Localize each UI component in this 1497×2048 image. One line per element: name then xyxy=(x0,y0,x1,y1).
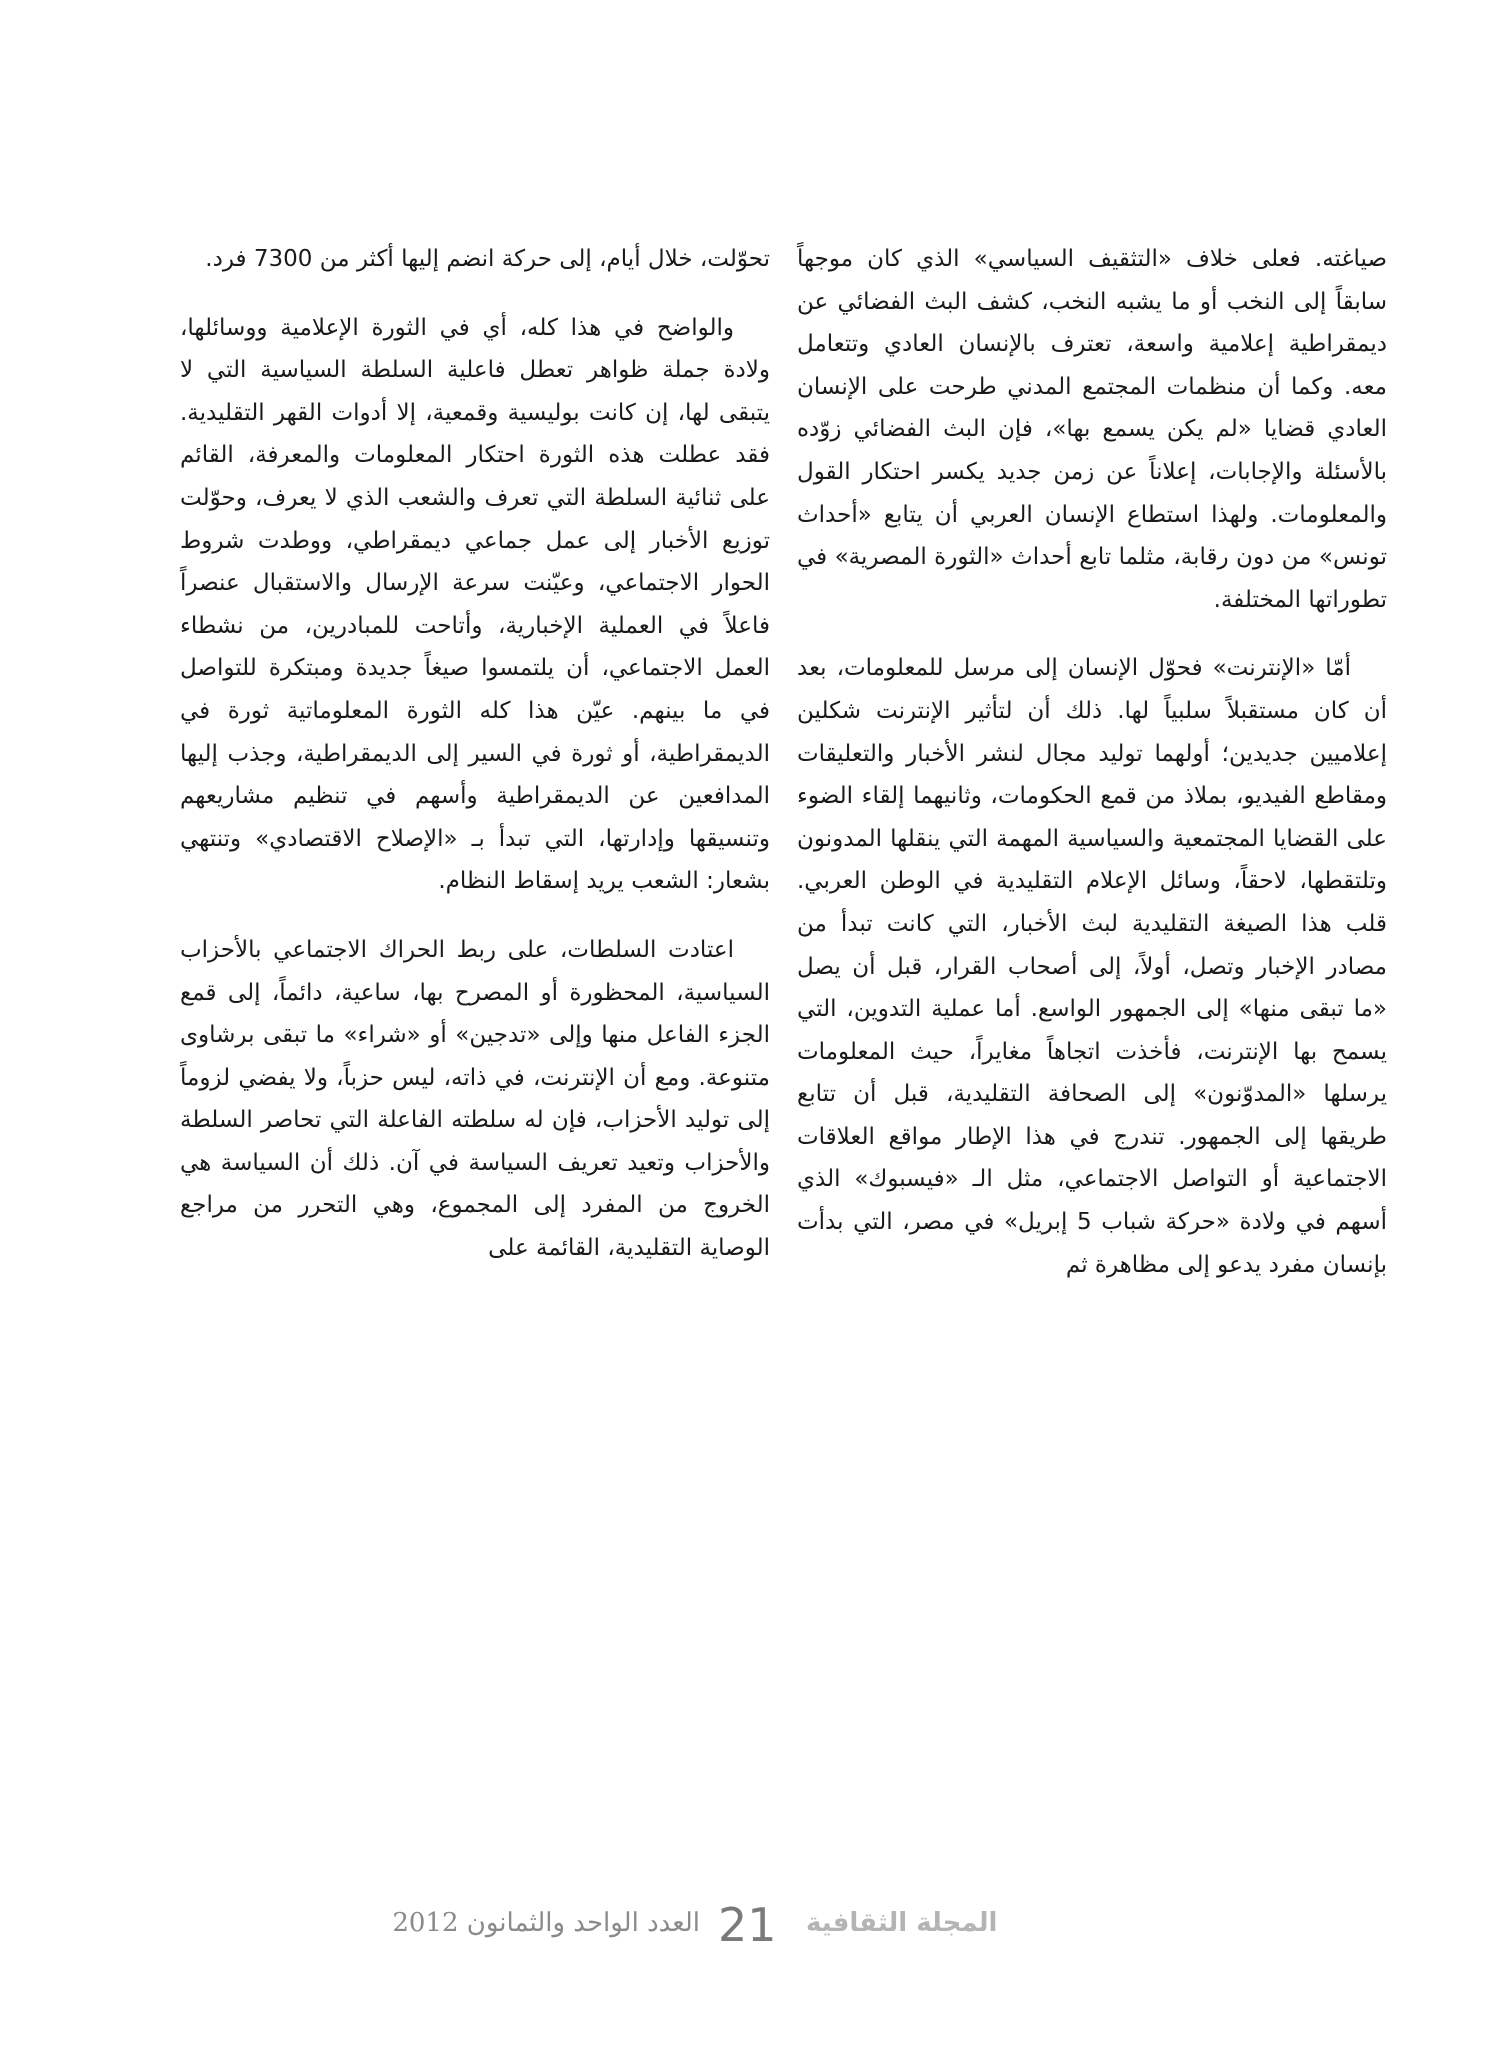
article-paragraph: أمّا «الإنترنت» فحوّل الإنسان إلى مرسل للمعلومات، بعد أن كان مستقبلاً سلبياً لها. ذلك أن لتأثير الإنترنت شكلين إعلاميين جديدين؛ أولهما توليد مجال لنشر الأخبار والتعليقات ومقاطع الفيديو، بملاذ من قمع الحكومات، وثانيهما إلقاء الضوء على القضايا المجتمعية والسياسية المهمة التي ينقلها المدونون وتلتقطها، لاحقاً، وسائل الإعلام التقليدية في الوطن العربي. قلب هذا الصيغة التقليدية لبث الأخبار، التي كانت تبدأ من مصادر الإخبار وتصل، أولاً، إلى أصحاب القرار، قبل أن يصل «ما تبقى منها» إلى الجمهور الواسع. أما عملية التدوين، التي يسمح بها الإنترنت، فأخذت اتجاهاً مغايراً، حيث المعلومات يرسلها «المدوّنون» إلى الصحافة التقليدية، قبل أن تتابع طريقها إلى الجمهور. تندرج في هذا الإطار مواقع العلاقات الاجتماعية أو التواصل الاجتماعي، مثل الـ «فيسبوك» الذي أسهم في ولادة «حركة شباب 5 إبريل» في مصر، التي بدأت بإنسان مفرد يدعو إلى مظاهرة ثم xyxy=(797,655,1387,1278)
article-paragraph: اعتادت السلطات، على ربط الحراك الاجتماعي بالأحزاب السياسية، المحظورة أو المصرح بها، ساعية، دائماً، إلى قمع الجزء الفاعل منها وإلى «تدجين» أو «شراء» ما تبقى برشاوى متنوعة. ومع أن الإنترنت، في ذاته، ليس حزباً، ولا يفضي لزوماً إلى توليد الأحزاب، فإن له سلطته الفاعلة التي تحاصر السلطة والأحزاب وتعيد تعريف السياسة في آن. ذلك أن السياسة هي الخروج من المفرد إلى المجموع، وهي التحرر من مراجع الوصاية التقليدية، القائمة على xyxy=(180,936,770,1262)
article-paragraph: تحوّلت، خلال أيام، إلى حركة انضم إليها أكثر من 7300 فرد. xyxy=(205,246,770,272)
article-column-left xyxy=(180,238,770,1296)
magazine-brand: المجلة الثقافية xyxy=(806,1908,998,1938)
article-paragraph: والواضح في هذا كله، أي في الثورة الإعلامية ووسائلها، ولادة جملة ظواهر تعطل فاعلية السلطة السياسية التي لا يتبقى لها، إن كانت بوليسية وقمعية، إلا أدوات القهر التقليدية. فقد عطلت هذه الثورة احتكار المعلومات والمعرفة، القائم على ثنائية السلطة التي تعرف والشعب الذي لا يعرف، وحوّلت توزيع الأخبار إلى عمل جماعي ديمقراطي، ووطدت شروط الحوار الاجتماعي، وعيّنت سرعة الإرسال والاستقبال عنصراً فاعلاً في العملية الإخبارية، وأتاحت للمبادرين، من نشطاء العمل الاجتماعي، أن يلتمسوا صيغاً جديدة ومبتكرة للتواصل في ما بينهم. عيّن هذا كله الثورة المعلوماتية ثورة في الديمقراطية، أو ثورة في السير إلى الديمقراطية، وجذب إليها المدافعين عن الديمقراطية وأسهم في تنظيم مشاريعهم وتنسيقها وإدارتها، التي تبدأ بـ «الإصلاح الاقتصادي» وتنتهي بشعار: الشعب يريد إسقاط النظام. xyxy=(180,314,770,895)
page-footer xyxy=(0,1900,1497,1960)
page-number: 21 xyxy=(718,1898,777,1952)
issue-label: العدد الواحد والثمانون 2012 xyxy=(392,1908,700,1938)
article-paragraph: صياغته. فعلى خلاف «التثقيف السياسي» الذي كان موجهاً سابقاً إلى النخب أو ما يشبه النخب، كشف البث الفضائي عن ديمقراطية إعلامية واسعة، تعترف بالإنسان العادي وتتعامل معه. وكما أن منظمات المجتمع المدني طرحت على الإنسان العادي قضايا «لم يكن يسمع بها»، فإن البث الفضائي زوّده بالأسئلة والإجابات، إعلاناً عن زمن جديد يكسر احتكار القول والمعلومات. ولهذا استطاع الإنسان العربي أن يتابع «أحداث تونس» من دون رقابة، مثلما تابع أحداث «الثورة المصرية» في تطوراتها المختلفة. xyxy=(797,246,1387,613)
article-column-right xyxy=(797,238,1387,1312)
